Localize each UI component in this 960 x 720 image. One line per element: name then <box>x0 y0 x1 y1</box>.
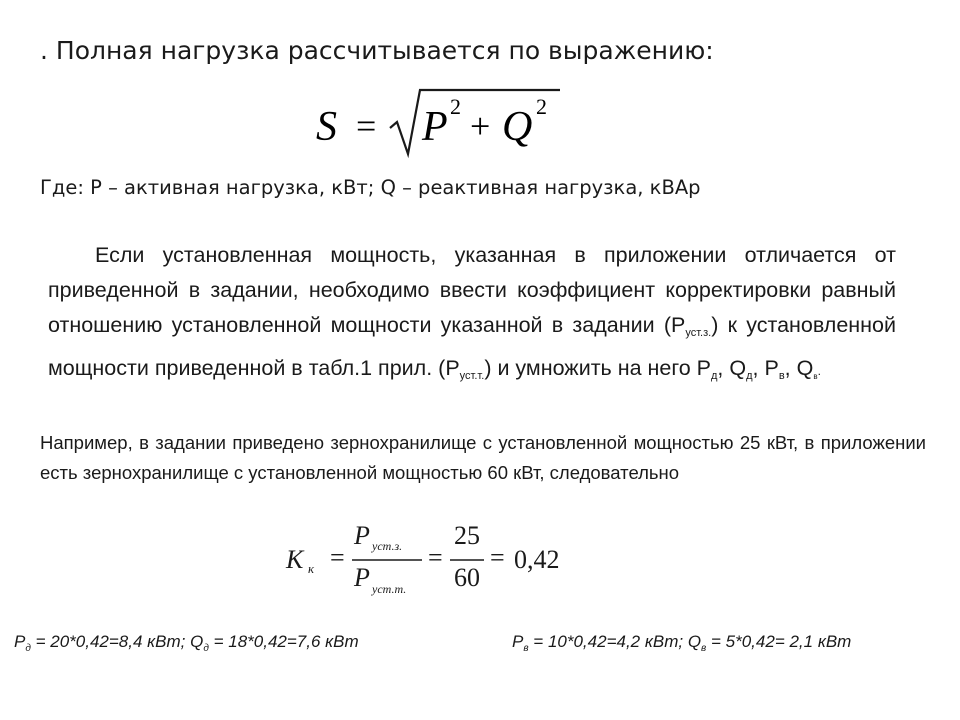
page-title: . Полная нагрузка рассчитывается по выражению: <box>40 36 714 65</box>
definitions-line: Где: P – активная нагрузка, кВт; Q – реактивная нагрузка, кВАр <box>40 176 701 199</box>
denominator-subscript: уст.т. <box>372 582 407 596</box>
k-eq-2: = <box>428 543 443 572</box>
correction-coefficient-formula <box>282 516 602 606</box>
coefficient-result: 0,42 <box>514 545 560 574</box>
formula-s-lhs: S <box>316 104 337 150</box>
k-subscript: к <box>308 561 315 576</box>
result-line-right: $Р_в = 10*0,42=4,2$ кВт; $Q_в = 5*0,42= 2,1$ кВт <box>512 632 852 654</box>
numerator-subscript: уст.з. <box>372 539 403 553</box>
formula-s-plus: + <box>470 106 491 146</box>
denominator-value: 60 <box>454 563 480 592</box>
k-eq-3: = <box>490 543 505 572</box>
formula-s-p-exp: 2 <box>450 94 461 119</box>
k-eq-1: = <box>330 543 345 572</box>
numerator-p: P <box>354 521 370 550</box>
formula-s-q-exp: 2 <box>536 94 547 119</box>
formula-s-eq: = <box>356 106 377 146</box>
formula-s-q: Q <box>502 104 533 150</box>
formula-s-p: P <box>422 104 448 150</box>
apparent-power-formula <box>310 84 570 164</box>
example-paragraph: Например, в задании приведено зернохранилище с установленной мощностью 25 кВт, в приложении есть зернохранилище с установленной мощностью 60 кВт, следовательно <box>40 432 926 483</box>
k-symbol: K <box>286 545 304 574</box>
numerator-value: 25 <box>454 521 480 550</box>
correction-paragraph: Если установленная мощность, указанная в приложении отличается от приведенной в задании, необходимо ввести коэффициент корректировки равный отношению установленной мощности указанной в задании $(Р_{уст.з.})$ к установленной мощности приведенной в табл.1 прил. $(Р_{уст.т.})$ и умножить на него $Р_д$, $Q_д$, $Р_в$, $Q_в$. <box>48 243 896 382</box>
result-line-left: $Р_д = 20*0,42=8,4$ кВт; $Q_д = 18*0,42=7,6$ кВт <box>14 632 359 654</box>
denominator-p: P <box>354 563 370 592</box>
